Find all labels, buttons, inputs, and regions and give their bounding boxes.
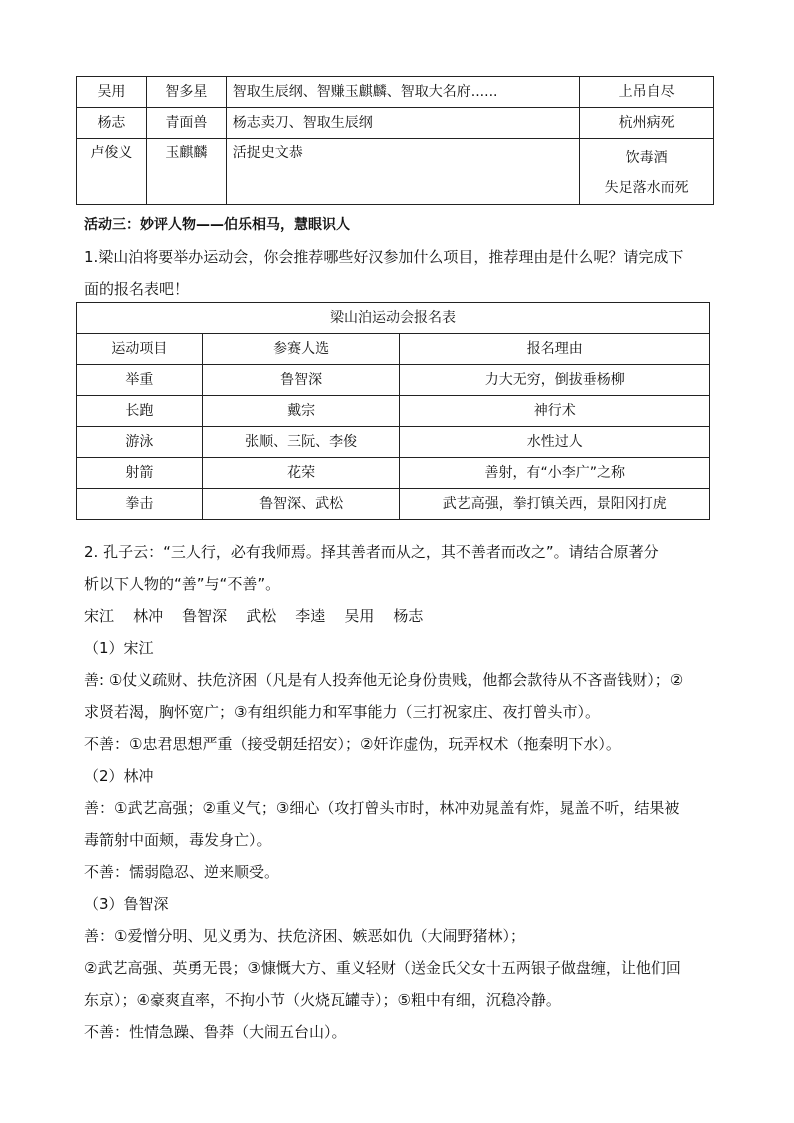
analysis-line: 东京）；④豪爽直率，不拘小节（火烧瓦罐寺）；⑤粗中有细，沉稳冷静。 — [84, 991, 561, 1009]
character-ending: 饮毒酒 — [625, 150, 668, 166]
analysis-line: 善：①爱憎分明、见义勇为、扶危济困、嫉恶如仇（大闹野猪林）； — [84, 927, 525, 945]
athlete-cell: 花荣 — [202, 458, 400, 489]
question-2-line: 析以下人物的“善”与“不善”。 — [84, 575, 281, 593]
character-events: 活捉史文恭 — [226, 139, 579, 205]
sport-cell: 拳击 — [77, 489, 203, 520]
sport-cell: 举重 — [77, 365, 203, 396]
table-caption: 梁山泊运动会报名表 — [77, 303, 710, 334]
column-header: 运动项目 — [77, 334, 203, 365]
section-heading: （1）宋江 — [84, 639, 154, 657]
analysis-line: 不善：性情急躁、鲁莽（大闹五台山）。 — [84, 1023, 347, 1041]
table-row — [77, 77, 714, 108]
character-ending: 杭州病死 — [580, 108, 714, 139]
sport-cell: 射箭 — [77, 458, 203, 489]
reason-cell: 善射，有“小李广”之称 — [400, 458, 710, 489]
column-header: 报名理由 — [400, 334, 710, 365]
reason-cell: 力大无穷，倒拔垂杨柳 — [400, 365, 710, 396]
table-row — [77, 458, 710, 489]
table-header-row — [77, 334, 710, 365]
athlete-cell: 张顺、三阮、李俊 — [202, 427, 400, 458]
character-name: 卢俊义 — [77, 139, 147, 205]
character-nickname: 智多星 — [146, 77, 226, 108]
analysis-line: 善：①武艺高强；②重义气；③细心（攻打曾头市时，林冲劝晁盖有炸，晁盖不听，结果被 — [84, 799, 680, 817]
table-caption-row — [77, 303, 710, 334]
table-row — [77, 139, 714, 205]
section-heading: （3）鲁智深 — [84, 895, 169, 913]
analysis-line: 善: ①仗义疏财、扶危济困（凡是有人投奔他无论身份贵贱，他都会款待从不吝啬钱财）；② — [84, 671, 684, 689]
reason-cell: 神行术 — [400, 396, 710, 427]
column-header: 参赛人选 — [202, 334, 400, 365]
analysis-line: 不善：①忠君思想严重（接受朝廷招安）；②奸诈虚伪，玩弄权术（拖秦明下水）。 — [84, 735, 621, 753]
character-ending-cell — [580, 139, 714, 205]
analysis-line: 求贤若渴，胸怀宽广；③有组织能力和军事能力（三打祝家庄、夜打曾头市）。 — [84, 703, 600, 721]
athlete-cell: 戴宗 — [202, 396, 400, 427]
section-heading: （2）林冲 — [84, 767, 154, 785]
analysis-line: ②武艺高强、英勇无畏；③慷慨大方、重义轻财（送金氏父女十五两银子做盘缠，让他们回 — [84, 959, 681, 977]
analysis-line: 毒箭射中面颊，毒发身亡）。 — [84, 831, 272, 849]
question-1-line: 面的报名表吧！ — [84, 280, 190, 298]
character-nickname: 玉麒麟 — [146, 139, 226, 205]
character-ending: 上吊自尽 — [580, 77, 714, 108]
analysis-line: 不善：懦弱隐忍、逆来顺受。 — [84, 863, 280, 881]
character-ending: 失足落水而死 — [604, 180, 689, 196]
character-name: 杨志 — [77, 108, 147, 139]
table-row — [77, 489, 710, 520]
athlete-cell: 鲁智深、武松 — [202, 489, 400, 520]
table-row — [77, 396, 710, 427]
signup-table — [76, 302, 710, 520]
table-row — [77, 365, 710, 396]
activity-title: 活动三：妙评人物——伯乐相马，慧眼识人 — [84, 217, 350, 233]
reason-cell: 武艺高强，拳打镇关西，景阳冈打虎 — [400, 489, 710, 520]
table-row — [77, 108, 714, 139]
table-row — [77, 427, 710, 458]
character-name: 吴用 — [77, 77, 147, 108]
question-2-line: 2. 孔子云：“三人行，必有我师焉。择其善者而从之，其不善者而改之”。请结合原著分 — [84, 543, 659, 561]
character-table — [76, 76, 714, 205]
athlete-cell: 鲁智深 — [202, 365, 400, 396]
sport-cell: 长跑 — [77, 396, 203, 427]
character-nickname: 青面兽 — [146, 108, 226, 139]
sport-cell: 游泳 — [77, 427, 203, 458]
reason-cell: 水性过人 — [400, 427, 710, 458]
character-events: 智取生辰纲、智赚玉麒麟、智取大名府...... — [226, 77, 579, 108]
character-name-list: 宋江 林冲 鲁智深 武松 李逵 吴用 杨志 — [84, 607, 424, 625]
question-1-line: 1.梁山泊将要举办运动会，你会推荐哪些好汉参加什么项目，推荐理由是什么呢？请完成下 — [84, 248, 684, 266]
character-events: 杨志卖刀、智取生辰纲 — [226, 108, 579, 139]
